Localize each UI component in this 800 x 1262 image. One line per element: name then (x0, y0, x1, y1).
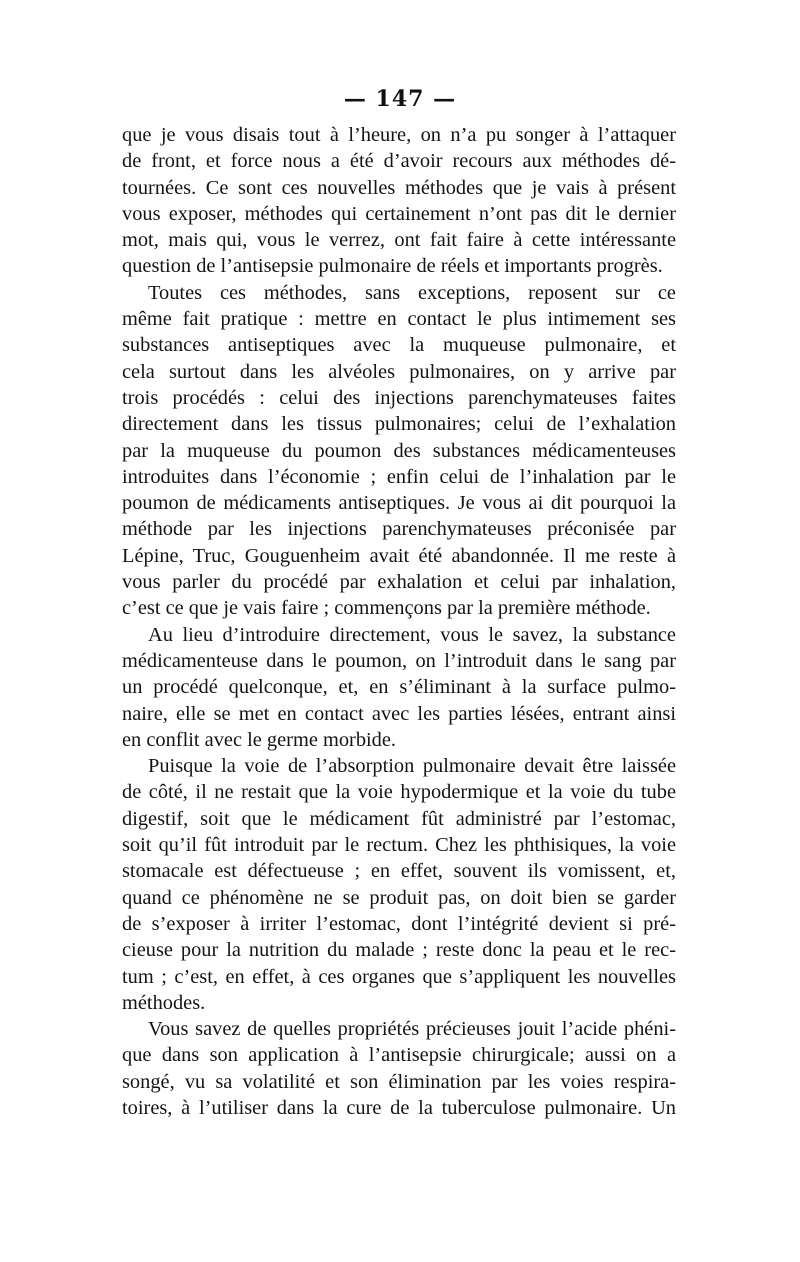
paragraph-start-line: Au lieu d’introduire directement, vous le savez, la substance (148, 623, 676, 646)
text-line: c’est ce que je vais faire ; commençons par la première méthode. (122, 597, 651, 620)
text-line: tournées. Ce sont ces nouvelles méthodes que je vais à présent (122, 176, 676, 199)
text-line: stomacale est défectueuse ; en effet, souvent ils vomissent, et, (122, 860, 676, 883)
text-line: directement dans les tissus pulmonaires; celui de l’exhalation (122, 413, 676, 436)
text-line: tum ; c’est, en effet, à ces organes que s’appliquent les nouvelles (122, 965, 676, 988)
page-number: — 147 — (343, 86, 457, 112)
text-line: méthodes. (122, 991, 206, 1014)
text-line: un procédé quelconque, et, en s’éliminant à la surface pulmo- (122, 676, 676, 699)
text-line: vous exposer, méthodes qui certainement n’ont pas dit le dernier (122, 202, 676, 225)
text-line: médicamenteuse dans le poumon, on l’introduit dans le sang par (122, 649, 676, 672)
text-line: toires, à l’utiliser dans la cure de la tuberculose pulmonaire. Un (122, 1096, 676, 1119)
text-line: méthode par les injections parenchymateuses préconisée par (122, 518, 676, 541)
paragraph-start-line: Toutes ces méthodes, sans exceptions, reposent sur ce (148, 281, 676, 304)
text-line: vous parler du procédé par exhalation et celui par inhalation, (122, 571, 676, 594)
paragraph-start-line: Vous savez de quelles propriétés précieuses jouit l’acide phéni- (148, 1018, 676, 1041)
text-line: cieuse pour la nutrition du malade ; reste donc la peau et le rec- (122, 939, 676, 962)
text-line: cela surtout dans les alvéoles pulmonaires, on y arrive par (122, 360, 676, 383)
text-line: soit qu’il fût introduit par le rectum. Chez les phthisiques, la voie (122, 834, 676, 857)
body-text (122, 122, 676, 1121)
text-line: poumon de médicaments antiseptiques. Je vous ai dit pourquoi la (122, 492, 676, 515)
text-line: Lépine, Truc, Gouguenheim avait été abandonnée. Il me reste à (122, 544, 676, 567)
text-line: substances antiseptiques avec la muqueuse pulmonaire, et (122, 334, 676, 357)
text-line: mot, mais qui, vous le verrez, ont fait faire à cette intéressante (122, 229, 676, 252)
text-line: introduites dans l’économie ; enfin celui de l’inhalation par le (122, 465, 676, 488)
text-line: de côté, il ne restait que la voie hypodermique et la voie du tube (122, 781, 676, 804)
text-line: digestif, soit que le médicament fût administré par l’estomac, (122, 807, 676, 830)
text-line: trois procédés : celui des injections parenchymateuses faites (122, 386, 676, 409)
paragraph-start-line: Puisque la voie de l’absorption pulmonaire devait être laissée (148, 755, 676, 778)
text-line: de s’exposer à irriter l’estomac, dont l’intégrité devient si pré- (122, 912, 676, 935)
text-line: question de l’antisepsie pulmonaire de réels et importants progrès. (122, 255, 663, 278)
text-line: songé, vu sa volatilité et son élimination par les voies respira- (122, 1070, 676, 1093)
text-line: de front, et force nous a été d’avoir recours aux méthodes dé- (122, 150, 676, 173)
text-line: par la muqueuse du poumon des substances médicamenteuses (122, 439, 676, 462)
text-line: même fait pratique : mettre en contact le plus intimement ses (122, 308, 676, 331)
text-line: que je vous disais tout à l’heure, on n’a pu songer à l’attaquer (122, 124, 676, 146)
text-line: quand ce phénomène ne se produit pas, on doit bien se garder (122, 886, 676, 909)
text-line: en conflit avec le germe morbide. (122, 728, 397, 751)
text-line: que dans son application à l’antisepsie chirurgicale; aussi on a (122, 1044, 676, 1067)
text-line: naire, elle se met en contact avec les parties lésées, entrant ainsi (122, 702, 676, 725)
